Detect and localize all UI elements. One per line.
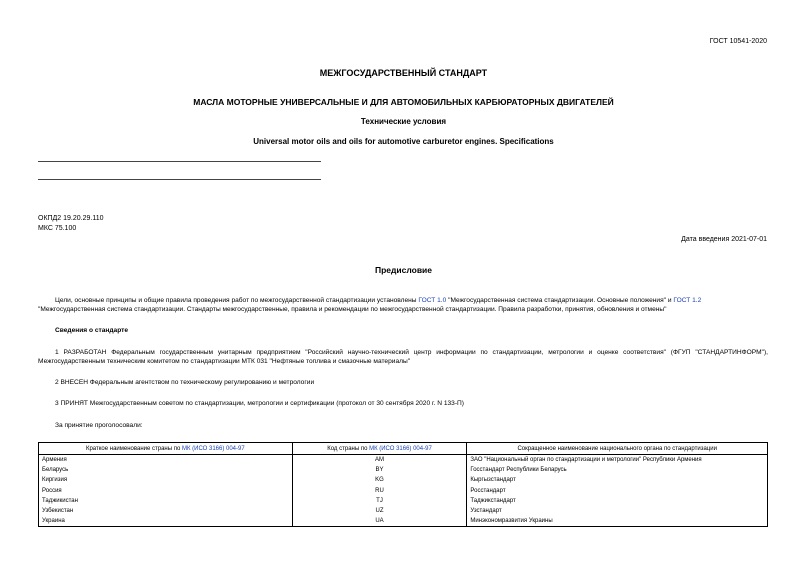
document-title-english: Universal motor oils and oils for automotive carburetor engines. Specifications: [253, 137, 554, 146]
divider-line: [38, 161, 321, 162]
table-row: [39, 475, 768, 485]
okpd2-code: ОКПД2 19.20.29.110: [38, 215, 104, 222]
code-cell: AM: [292, 455, 467, 466]
code-cell: BY: [292, 465, 467, 475]
standard-type: МЕЖГОСУДАРСТВЕННЫЙ СТАНДАРТ: [319, 68, 488, 78]
body-cell: Узстандарт: [467, 506, 768, 516]
country-cell: Киргизия: [39, 475, 293, 485]
body-cell: Госстандарт Республики Беларусь: [467, 465, 768, 475]
column-header-country: Краткое наименование страны по МК (ИСО 3166) 004-97: [39, 443, 293, 455]
intro-date: Дата введения 2021-07-01: [681, 236, 767, 243]
country-cell: Украина: [39, 516, 293, 527]
table-row: [39, 496, 768, 506]
foreword-paragraph: [38, 296, 768, 314]
country-cell: Таджикистан: [39, 496, 293, 506]
item-adopted: 3 ПРИНЯТ Межгосударственным советом по стандартизации, метрологии и сертификации (протокол от 30 сентября 2020 г. N 133-П): [55, 400, 464, 407]
document-title: МАСЛА МОТОРНЫЕ УНИВЕРСАЛЬНЫЕ И ДЛЯ АВТОМОБИЛЬНЫХ КАРБЮРАТОРНЫХ ДВИГАТЕЛЕЙ: [193, 97, 614, 107]
table-header-row: [39, 443, 768, 455]
code-cell: UZ: [292, 506, 467, 516]
code-cell: UA: [292, 516, 467, 527]
item-developed: 1 РАЗРАБОТАН Федеральным государственным унитарным предприятием "Российский научно-технический центр информации по стандартизации, метрологии и оценке соответствия" (ФГУП "СТАНДАРТИНФОРМ"), Межгосударственным техническим комитетом по стандартизации МТК 031 "Нефтяные топлива и смазочные материалы": [38, 349, 768, 365]
body-cell: Росстандарт: [467, 486, 768, 496]
document-subtitle: Технические условия: [360, 117, 447, 126]
body-cell: Таджикстандарт: [467, 496, 768, 506]
country-cell: Армения: [39, 455, 293, 466]
table-row: [39, 486, 768, 496]
gost-1-2-link[interactable]: ГОСТ 1.2: [673, 297, 702, 304]
body-cell: ЗАО "Национальный орган по стандартизации и метрологии" Республики Армения: [467, 455, 768, 466]
country-cell: Узбекистан: [39, 506, 293, 516]
paragraph-text: "Межгосударственная система стандартизации. Стандарты межгосударственные, правила и рекомендации по межгосударственной стандартизации. Правила разработки, принятия, обновления и отмены": [38, 306, 667, 313]
gost-1-0-link[interactable]: ГОСТ 1.0: [418, 297, 447, 304]
table-row: [39, 455, 768, 466]
country-cell: Россия: [39, 486, 293, 496]
table-row: [39, 516, 768, 527]
table-row: [39, 506, 768, 516]
mk-iso-3166-link[interactable]: МК (ИСО 3166) 004-97: [181, 445, 245, 452]
mks-code: МКС 75.100: [38, 225, 77, 232]
standard-info-heading: Сведения о стандарте: [55, 327, 129, 334]
code-cell: KG: [292, 475, 467, 485]
body-cell: Кыргызстандарт: [467, 475, 768, 485]
code-cell: TJ: [292, 496, 467, 506]
body-cell: Минэкономразвития Украины: [467, 516, 768, 527]
document-number: ГОСТ 10541-2020: [709, 38, 767, 45]
column-header-code: Код страны по МК (ИСО 3166) 004-97: [292, 443, 467, 455]
column-header-body: Сокращенное наименование национального органа по стандартизации: [467, 443, 768, 455]
foreword-heading: Предисловие: [374, 265, 433, 275]
country-cell: Беларусь: [39, 465, 293, 475]
item-submitted: 2 ВНЕСЕН Федеральным агентством по техническому регулированию и метрологии: [55, 379, 315, 386]
paragraph-text: Цели, основные принципы и общие правила проведения работ по межгосударственной стандартизации установлены: [55, 297, 419, 304]
paragraph-text: "Межгосударственная система стандартизации. Основные положения" и: [446, 297, 674, 304]
table-row: [39, 465, 768, 475]
mk-iso-3166-link[interactable]: МК (ИСО 3166) 004-97: [369, 445, 432, 452]
voted-label: За принятие проголосовали:: [55, 422, 143, 429]
divider-line: [38, 179, 321, 180]
countries-table: [38, 442, 768, 527]
code-cell: RU: [292, 486, 467, 496]
